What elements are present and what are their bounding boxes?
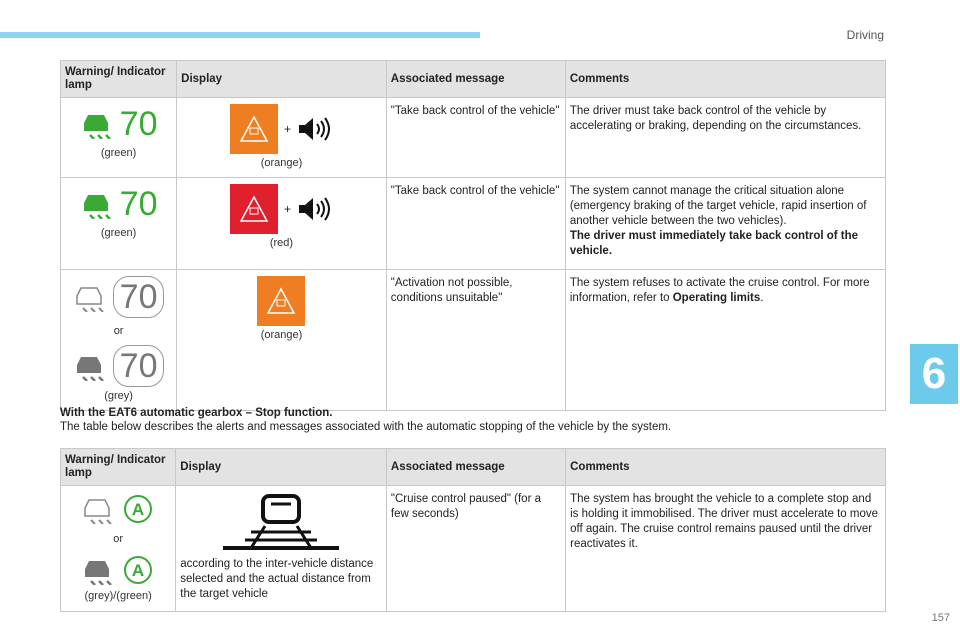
- message-cell: "Take back control of the vehicle": [386, 98, 565, 178]
- vehicle-distance-display-icon: [221, 492, 341, 552]
- display-caption: (red): [269, 237, 294, 249]
- stop-function-note: [60, 406, 900, 434]
- message-cell: "Take back control of the vehicle": [386, 178, 565, 270]
- speed-value: 70: [113, 276, 165, 318]
- car-distance-green-icon: [80, 109, 114, 139]
- car-distance-green-icon: [80, 189, 114, 219]
- display-cell: [177, 98, 387, 178]
- display-cell: [176, 486, 387, 612]
- speaker-icon: [297, 115, 333, 143]
- header-comments: Comments: [566, 449, 886, 486]
- speed-value: 70: [119, 185, 158, 223]
- table-row: [61, 178, 886, 270]
- note-text: The table below describes the alerts and messages associated with the automatic stopping of the vehicle by the system.: [60, 421, 672, 433]
- lamp-caption: (grey): [104, 390, 133, 402]
- auto-a-green-icon: [121, 553, 155, 587]
- plus-sign: +: [283, 201, 291, 216]
- plus-sign: +: [283, 121, 291, 136]
- comment-bold-text: The driver must immediately take back control of the vehicle.: [569, 230, 859, 257]
- message-cell: "Activation not possible, conditions unsuitable": [386, 270, 565, 411]
- header-message: Associated message: [386, 449, 565, 486]
- comment-cell: The driver must take back control of the vehicle by accelerating or braking, depending on the circumstances.: [565, 98, 885, 178]
- comment-cell: [565, 270, 885, 411]
- car-distance-outline-icon: [81, 494, 115, 524]
- table-row: [61, 98, 886, 178]
- lamp-caption: (green): [100, 147, 137, 159]
- svg-text:A: A: [132, 561, 145, 580]
- display-caption: (orange): [260, 329, 303, 341]
- orange-warning-icon: [257, 276, 305, 326]
- speaker-icon: [297, 195, 333, 223]
- display-cell: [177, 178, 387, 270]
- header-lamp: Warning/ Indicator lamp: [61, 449, 176, 486]
- comment-cell: The system has brought the vehicle to a complete stop and is holding it immobilised. The driver must accelerate to move off again. The cruise control remains paused until the driver reactivates it.: [566, 486, 886, 612]
- display-text: according to the inter-vehicle distance selected and the actual distance from the target vehicle: [180, 558, 374, 600]
- speed-value-grey: 70: [113, 345, 165, 387]
- auto-a-green-icon: [121, 492, 155, 526]
- lamp-caption: (green): [100, 227, 137, 239]
- header-message: Associated message: [386, 61, 565, 98]
- comment-cell: [565, 178, 885, 270]
- note-title: With the EAT6 automatic gearbox – Stop function.: [60, 407, 333, 419]
- svg-text:A: A: [132, 500, 145, 519]
- page-number: 157: [931, 612, 950, 624]
- warning-table-2: [60, 448, 886, 612]
- orange-warning-icon: [230, 104, 278, 154]
- comment-text: The system cannot manage the critical situation alone (emergency braking of the target vehicle, rapid insertion of another vehicle between the two vehicles).: [569, 185, 867, 227]
- header-comments: Comments: [565, 61, 885, 98]
- lamp-cell: [61, 178, 177, 270]
- lamp-caption: (grey)/(green): [84, 590, 152, 602]
- or-label: or: [113, 533, 124, 545]
- table-row: [61, 486, 886, 612]
- top-accent-bar: [0, 32, 480, 38]
- speed-value: 70: [119, 105, 158, 143]
- car-distance-grey-icon: [73, 351, 107, 381]
- chapter-tab: 6: [910, 344, 958, 404]
- header-display: Display: [176, 449, 387, 486]
- operating-limits-ref: Operating limits: [672, 292, 761, 304]
- lamp-cell: [61, 486, 176, 612]
- message-cell: "Cruise control paused" (for a few seconds): [386, 486, 565, 612]
- table-header-row: [61, 449, 886, 486]
- comment-end: .: [760, 292, 764, 304]
- red-warning-icon: [230, 184, 278, 234]
- comment-text: The system refuses to activate the cruise control. For more information, refer to: [569, 277, 870, 304]
- header-display: Display: [177, 61, 387, 98]
- car-distance-grey-icon: [81, 555, 115, 585]
- display-cell: [177, 270, 387, 411]
- lamp-cell: [61, 98, 177, 178]
- table-row: [61, 270, 886, 411]
- or-label: or: [113, 325, 124, 337]
- warning-table-1: [60, 60, 886, 411]
- display-caption: (orange): [260, 157, 303, 169]
- table-header-row: [61, 61, 886, 98]
- header-lamp: Warning/ Indicator lamp: [61, 61, 177, 98]
- section-title: Driving: [846, 28, 884, 42]
- car-distance-outline-icon: [73, 282, 107, 312]
- lamp-cell: [61, 270, 177, 411]
